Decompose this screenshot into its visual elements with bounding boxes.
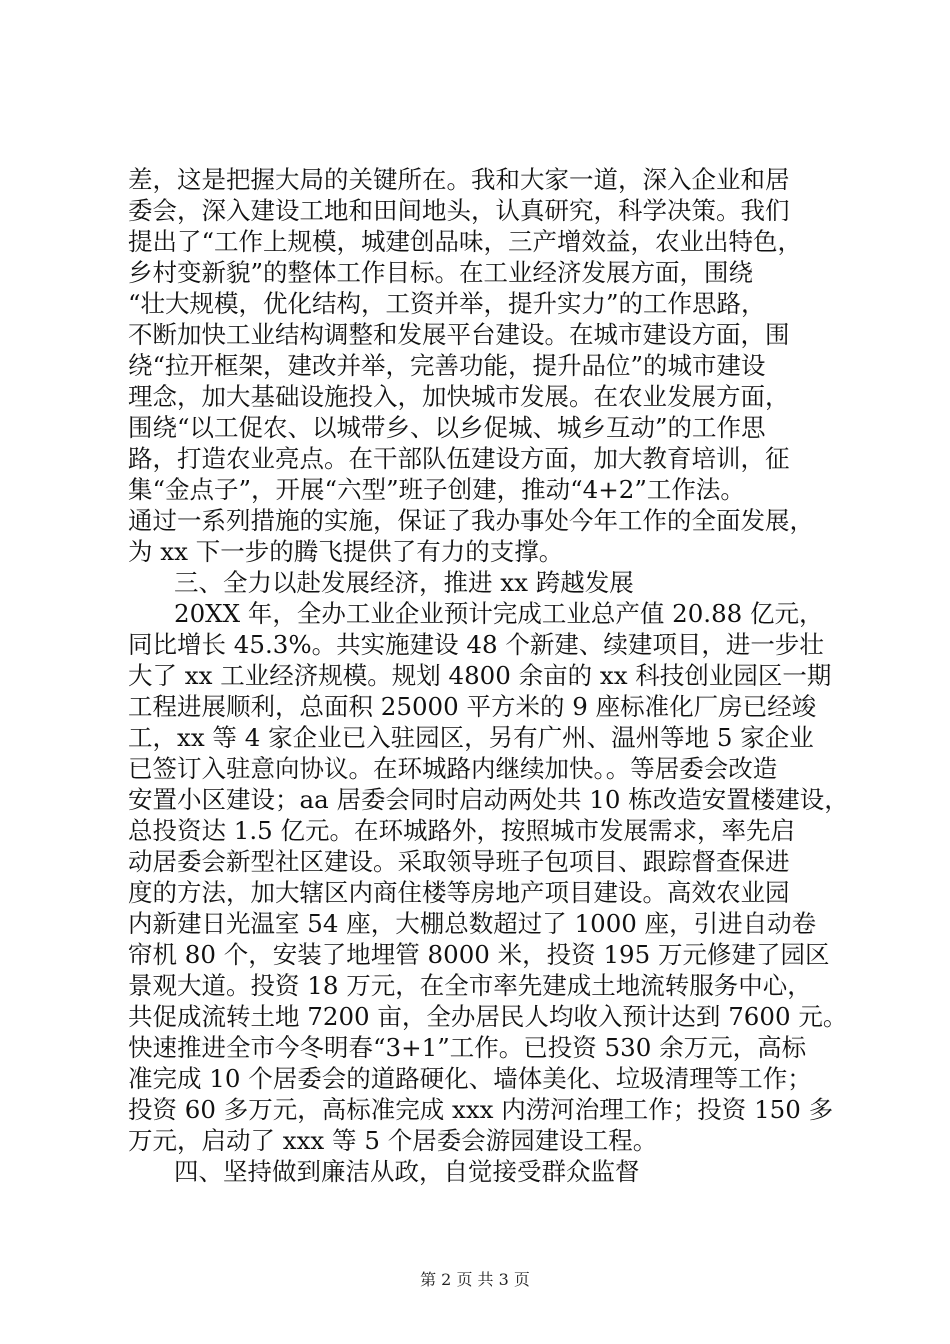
text-line: 安置小区建设；aa 居委会同时启动两处共 10 栋改造安置楼建设，	[128, 785, 849, 814]
text-line: 准完成 10 个居委会的道路硬化、墙体美化、垃圾清理等工作；	[128, 1064, 812, 1093]
text-line: 同比增长 45.3%。共实施建设 48 个新建、续建项目，进一步壮	[128, 630, 824, 659]
text-line: 景观大道。投资 18 万元，在全市率先建成土地流转服务中心，	[128, 971, 812, 1000]
text-line: 差，这是把握大局的关键所在。我和大家一道，深入企业和居	[128, 165, 790, 194]
text-line: 总投资达 1.5 亿元。在环城路外，按照城市发展需求，率先启	[128, 816, 796, 845]
text-line: 集“金点子”，开展“六型”班子创建，推动“4+2”工作法。	[128, 475, 745, 504]
text-line: 快速推进全市今冬明春“3+1”工作。已投资 530 余万元，高标	[128, 1033, 807, 1062]
text-line: 委会，深入建设工地和田间地头，认真研究，科学决策。我们	[128, 196, 790, 225]
text-line: 工程进展顺利，总面积 25000 平方米的 9 座标准化厂房已经竣	[128, 692, 817, 721]
text-line: 投资 60 多万元，高标准完成 xxx 内涝河治理工作；投资 150 多	[128, 1095, 834, 1124]
document-body	[128, 164, 850, 1187]
text-line: 帘机 80 个，安装了地埋管 8000 米，投资 195 万元修建了园区	[128, 940, 830, 969]
text-line: 工，xx 等 4 家企业已入驻园区，另有广州、温州等地 5 家企业	[128, 723, 814, 752]
text-line: 共促成流转土地 7200 亩，全办居民人均收入预计达到 7600 元。	[128, 1002, 848, 1031]
text-line: 围绕“以工促农、以城带乡、以乡促城、城乡互动”的工作思	[128, 413, 766, 442]
section-heading: 三、全力以赴发展经济，推进 xx 跨越发展	[174, 568, 634, 597]
text-line: 乡村变新貌”的整体工作目标。在工业经济发展方面，围绕	[128, 258, 754, 287]
text-line: 大了 xx 工业经济规模。规划 4800 余亩的 xx 科技创业园区一期	[128, 661, 832, 690]
text-line: 通过一系列措施的实施，保证了我办事处今年工作的全面发展，	[128, 506, 814, 535]
text-line: 20XX 年，全办工业企业预计完成工业总产值 20.88 亿元，	[174, 599, 824, 628]
text-line: 路，打造农业亮点。在干部队伍建设方面，加大教育培训，征	[128, 444, 790, 473]
page-footer: 第 2 页 共 3 页	[420, 1270, 530, 1289]
text-line: 理念，加大基础设施投入，加快城市发展。在农业发展方面，	[128, 382, 790, 411]
text-line: 度的方法，加大辖区内商住楼等房地产项目建设。高效农业园	[128, 878, 790, 907]
text-line: 万元，启动了 xxx 等 5 个居委会游园建设工程。	[128, 1126, 658, 1155]
text-line: 动居委会新型社区建设。采取领导班子包项目、跟踪督查保进	[128, 847, 790, 876]
text-line: 提出了“工作上规模，城建创品味，三产增效益，农业出特色，	[128, 227, 803, 256]
text-line: 已签订入驻意向协议。在环城路内继续加快。。等居委会改造	[128, 754, 778, 783]
text-line: “壮大规模，优化结构，工资并举，提升实力”的工作思路，	[128, 289, 766, 318]
text-line: 绕“拉开框架，建改并举，完善功能，提升品位”的城市建设	[128, 351, 766, 380]
section-heading: 四、坚持做到廉洁从政，自觉接受群众监督	[174, 1157, 640, 1186]
text-line: 内新建日光温室 54 座，大棚总数超过了 1000 座，引进自动卷	[128, 909, 817, 938]
text-line: 为 xx 下一步的腾飞提供了有力的支撑。	[128, 537, 564, 566]
text-line: 不断加快工业结构调整和发展平台建设。在城市建设方面，围	[128, 320, 790, 349]
